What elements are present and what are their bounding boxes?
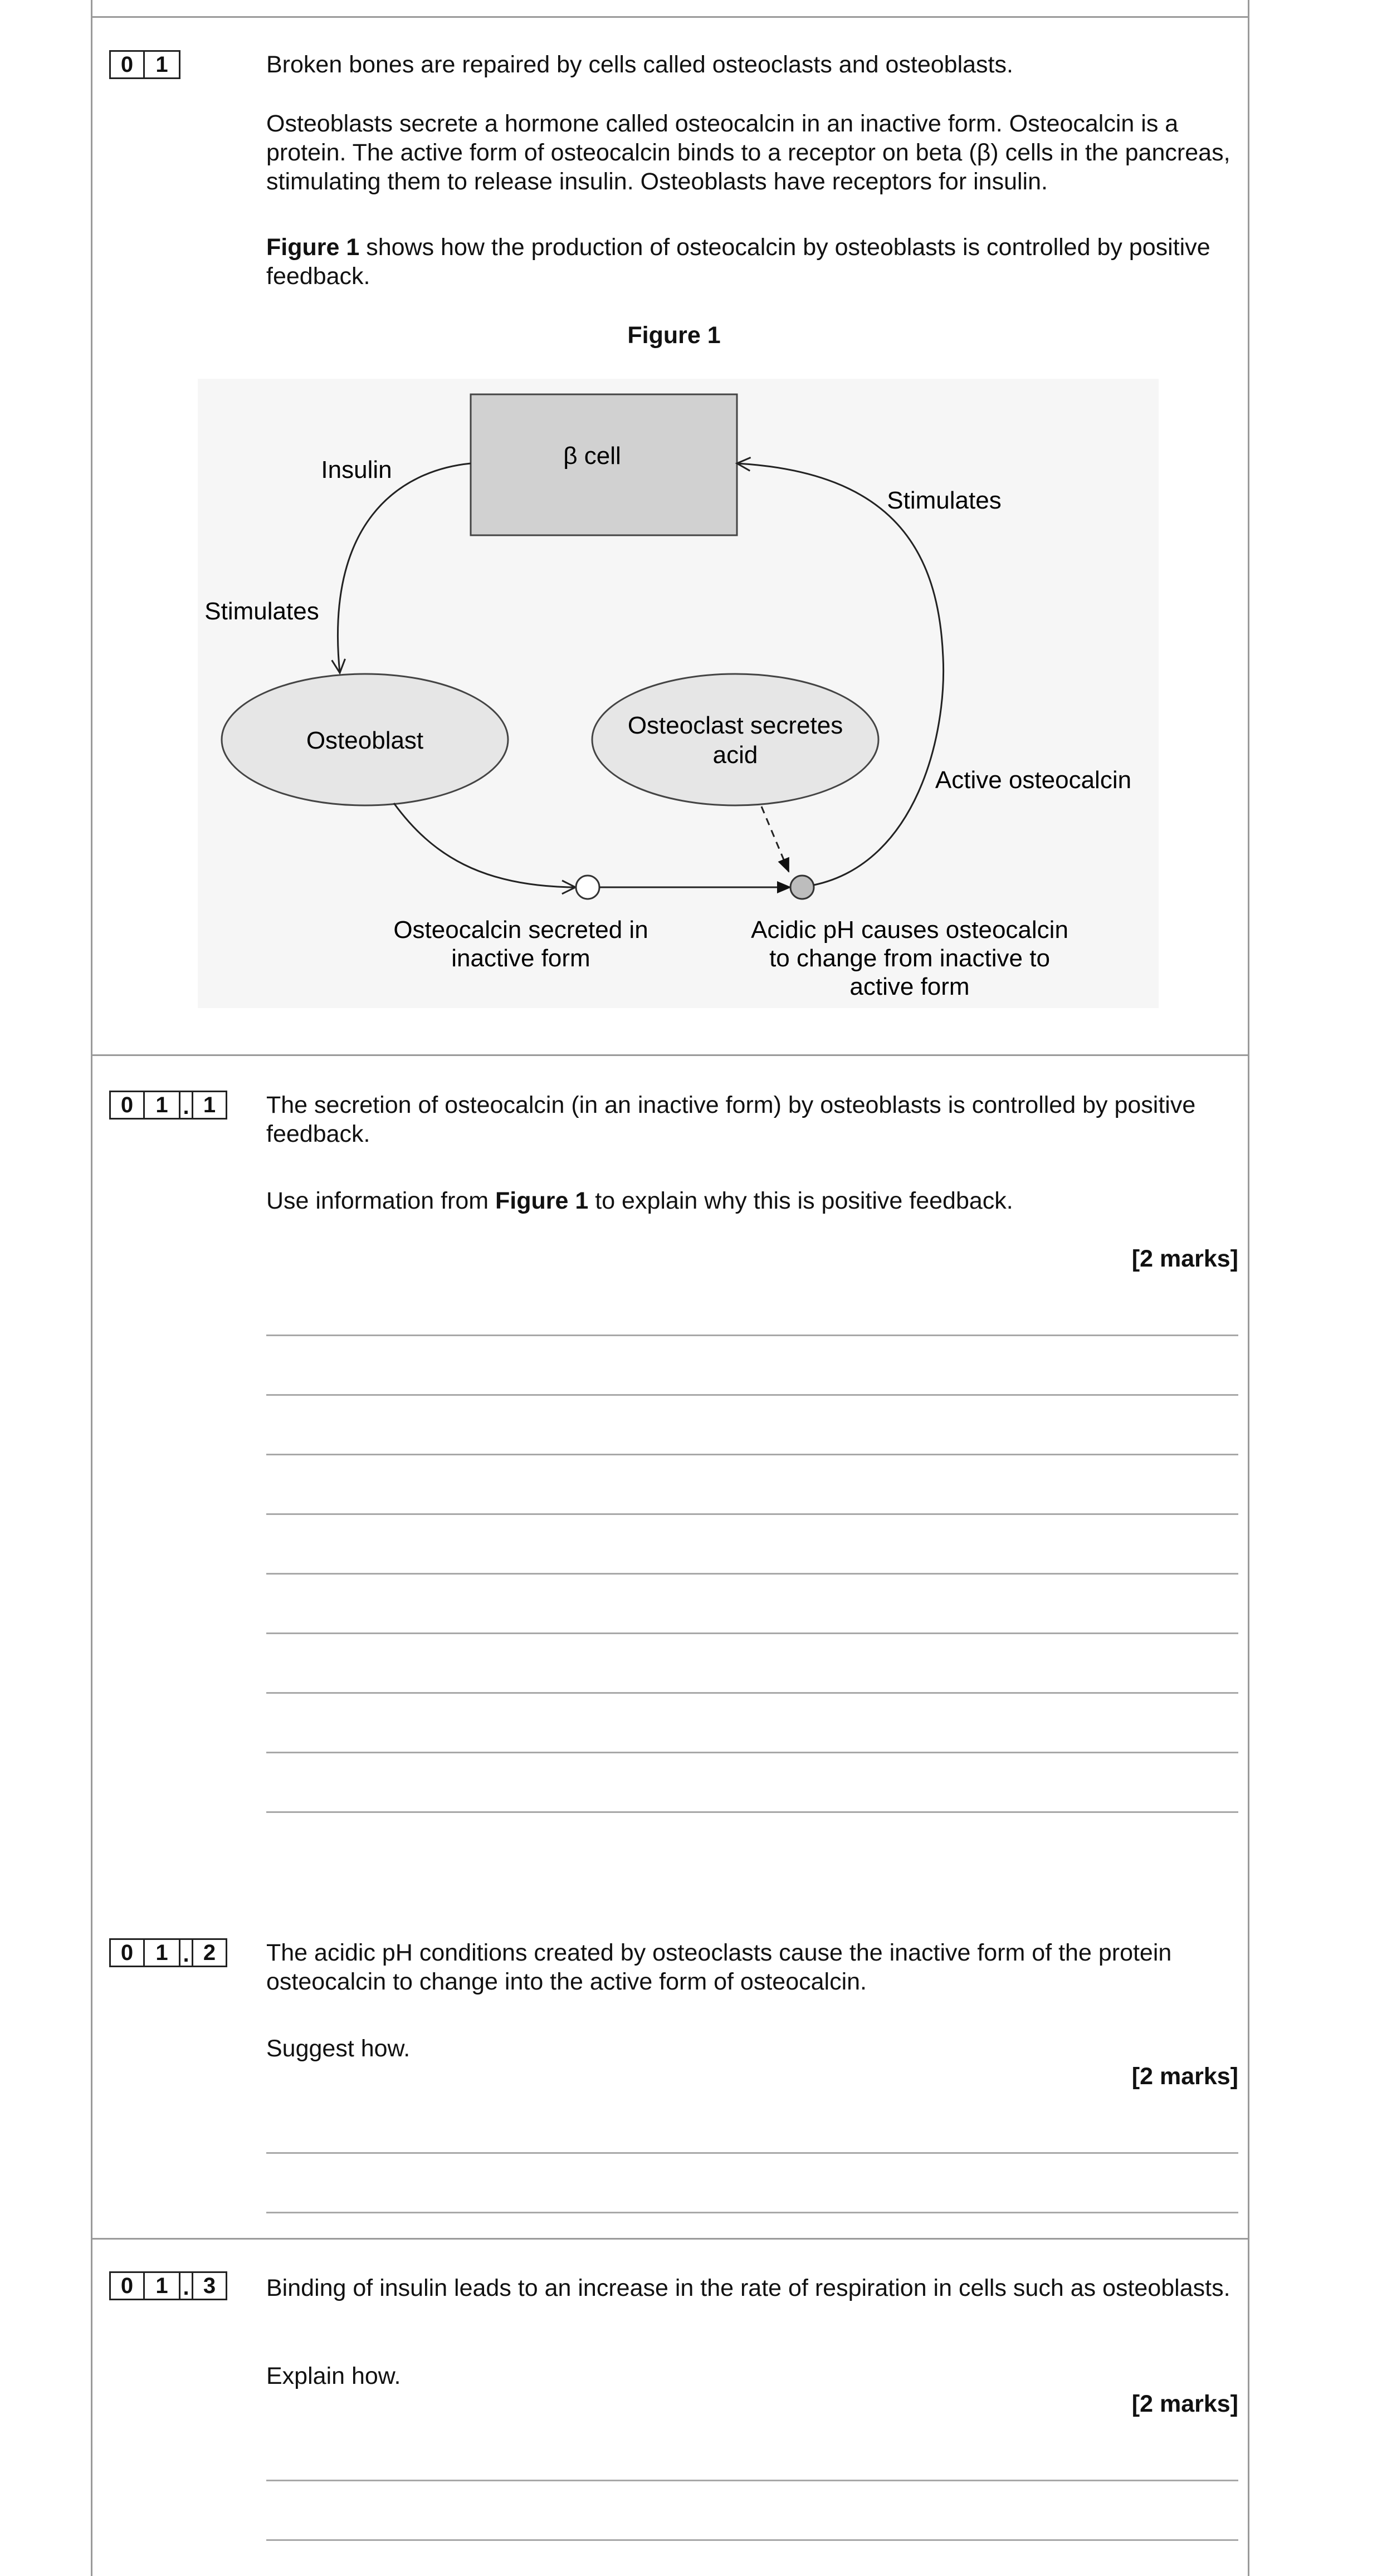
decimal-point: .	[180, 2271, 192, 2300]
answer-line[interactable]	[266, 2480, 1238, 2481]
osteoclast-label-line2: acid	[712, 741, 758, 769]
section-divider	[91, 16, 1249, 18]
question-number-box	[109, 50, 180, 79]
secreted-label-line2: inactive form	[451, 945, 590, 972]
inactive-osteocalcin-circle	[576, 876, 599, 899]
marks-label: [2 marks]	[1131, 1245, 1238, 1272]
answer-line[interactable]	[266, 1454, 1238, 1455]
prompt-text: to explain why this is positive feedback.	[588, 1187, 1013, 1214]
answer-line[interactable]	[266, 1513, 1238, 1515]
question-digit: 2	[192, 1938, 227, 1967]
figure-reference: Figure 1	[266, 234, 360, 261]
marks-label: [2 marks]	[1131, 2063, 1238, 2090]
question-digit: 1	[145, 2271, 180, 2300]
stimulates-left-label: Stimulates	[204, 598, 319, 625]
osteoclast-label-line1: Osteoclast secretes	[627, 712, 843, 739]
question-digit: 1	[192, 1091, 227, 1120]
decimal-point: .	[180, 1938, 192, 1967]
answer-line[interactable]	[266, 1752, 1238, 1753]
answer-line[interactable]	[266, 1632, 1238, 1634]
context-paragraph: Osteoblasts secrete a hormone called osteocalcin in an inactive form. Osteocalcin is a protein. The active form of osteocalcin binds to a receptor on beta (β) cells in the pancreas, stimulating them to release insulin. Osteoblasts have receptors for insulin.	[266, 110, 1230, 195]
answer-line[interactable]	[266, 2152, 1238, 2154]
question-digit: 3	[192, 2271, 227, 2300]
figure-reference-paragraph	[266, 233, 1238, 291]
question-text: The secretion of osteocalcin (in an inactive form) by osteoblasts is controlled by positive feedback.	[266, 1092, 1196, 1147]
figure-reference-text: shows how the production of osteocalcin by osteoblasts is controlled by positive feedback.	[266, 234, 1210, 290]
osteoblast-label: Osteoblast	[306, 727, 424, 754]
page-border-left	[91, 0, 92, 2576]
osteoclast-ellipse	[592, 674, 878, 805]
question-digit: 1	[145, 1938, 180, 1967]
answer-line[interactable]	[266, 1692, 1238, 1694]
question-prompt	[266, 1186, 1238, 1215]
beta-cell-label: β cell	[563, 442, 621, 470]
question-prompt: Explain how.	[266, 2363, 401, 2389]
decimal-point: .	[180, 1091, 192, 1120]
section-divider	[91, 2238, 1249, 2240]
answer-line[interactable]	[266, 1335, 1238, 1336]
active-osteocalcin-label: Active osteocalcin	[935, 766, 1132, 794]
marks-label: [2 marks]	[1131, 2391, 1238, 2417]
answer-line[interactable]	[266, 1573, 1238, 1575]
secreted-label-line1: Osteocalcin secreted in	[393, 916, 648, 944]
question-text: The acidic pH conditions created by osteoclasts cause the inactive form of the protein osteocalcin to change into the active form of osteocalcin.	[266, 1939, 1172, 1995]
feedback-diagram	[198, 379, 1159, 1008]
active-osteocalcin-circle	[790, 876, 814, 899]
acidic-label-line1: Acidic pH causes osteocalcin	[751, 916, 1068, 944]
acidic-label-line3: active form	[849, 973, 970, 1000]
intro-text: Broken bones are repaired by cells called osteoclasts and osteoblasts.	[266, 51, 1013, 78]
question-number-box	[109, 1091, 227, 1120]
acidic-label-line2: to change from inactive to	[769, 945, 1050, 972]
question-digit: 0	[109, 50, 145, 79]
answer-line[interactable]	[266, 1394, 1238, 1396]
page-border-right	[1248, 0, 1249, 2576]
stimulates-right-label: Stimulates	[887, 487, 1002, 514]
figure-reference: Figure 1	[495, 1187, 589, 1214]
answer-line[interactable]	[266, 2212, 1238, 2213]
answer-line[interactable]	[266, 2539, 1238, 2541]
question-digit: 0	[109, 1091, 145, 1120]
question-prompt: Suggest how.	[266, 2035, 411, 2062]
question-number-box	[109, 1938, 227, 1967]
question-text: Binding of insulin leads to an increase in the rate of respiration in cells such as osteoblasts.	[266, 2275, 1230, 2301]
insulin-label: Insulin	[321, 456, 392, 483]
question-digit: 1	[145, 1091, 180, 1120]
section-divider	[91, 1054, 1249, 1056]
question-number-box	[109, 2271, 227, 2300]
figure-title: Figure 1	[627, 322, 721, 349]
answer-line[interactable]	[266, 1811, 1238, 1813]
prompt-text: Use information from	[266, 1187, 496, 1214]
question-digit: 0	[109, 1938, 145, 1967]
question-digit: 1	[145, 50, 180, 79]
question-digit: 0	[109, 2271, 145, 2300]
